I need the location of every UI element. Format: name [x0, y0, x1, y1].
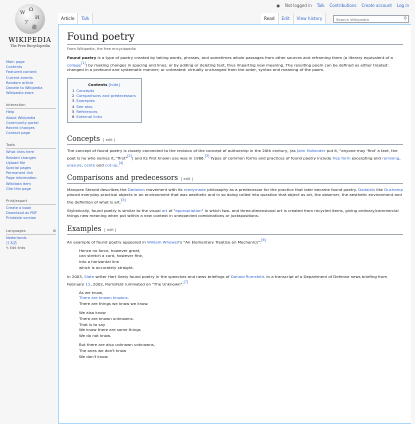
concepts-paragraph: [67, 148, 403, 167]
sidebar-heading-tools: Tools: [6, 143, 56, 149]
tab-edit[interactable]: Edit: [279, 13, 294, 24]
tab-view-history[interactable]: View history: [294, 13, 327, 24]
sidebar-item-cite-this-page[interactable]: Cite this page: [6, 186, 31, 191]
sidebar-item-related-changes[interactable]: Related changes: [6, 155, 36, 160]
cento-link[interactable]: cento: [84, 162, 96, 168]
sidebar-item-special-pages[interactable]: Special pages: [6, 166, 31, 171]
remixing-link[interactable]: remixing: [382, 155, 400, 161]
page-title: Found poetry: [67, 32, 403, 45]
comparisons-paragraph-2: [67, 208, 403, 219]
comparisons-text: " in which two- and three-dimensional art is created from recycled items, giving ordinary/commercial things new meaning when put within a new context in unexpected combinations or juxtapositions.: [67, 207, 399, 219]
section-heading-comparisons: [67, 174, 403, 184]
intro-term: Found poetry: [67, 55, 97, 60]
toc-num: 6: [72, 114, 75, 120]
talk-link[interactable]: Talk: [316, 3, 325, 8]
sidebar-heading-interaction: Interaction: [6, 103, 56, 109]
examples-heading-label: Examples: [67, 224, 102, 233]
readymade-link[interactable]: readymade: [183, 186, 206, 192]
toc-hide-toggle[interactable]: [hide]: [108, 82, 120, 88]
concepts-text: .: [117, 162, 119, 168]
sidebar: [6, 60, 56, 250]
tab-article[interactable]: Article: [58, 13, 78, 24]
comparisons-text: placed everyday practical objects in an environment that was aesthetic and in so doing called into question that object as art, the observer, the aesthetic environment and the definition of what is art.: [67, 192, 402, 205]
sidebar-item-featured-content[interactable]: Featured content: [6, 70, 37, 75]
cut-up-link[interactable]: cut-up: [104, 162, 118, 168]
puzzle-globe-icon: W Ω И ア 維: [15, 4, 45, 34]
comparisons-text: movement with its: [144, 186, 184, 192]
toc-num: 3: [72, 98, 75, 104]
william-whewell-link[interactable]: William Whewell: [147, 239, 180, 245]
poem-line: Hence no force, however great,: [79, 247, 141, 253]
concepts-heading-label: Concepts: [67, 135, 101, 144]
languages-label: Languages: [6, 228, 26, 233]
comparisons-text: Marquee Steroid describes the: [67, 186, 128, 192]
not-logged-in-text: Not logged in: [285, 3, 312, 8]
concepts-text: excerpting and: [350, 155, 383, 161]
sidebar-item-upload-file[interactable]: Upload file: [6, 160, 26, 165]
concepts-text: ,: [81, 162, 85, 168]
donald-rumsfeld-link[interactable]: Donald Rumsfeld: [230, 274, 264, 280]
comparisons-heading-label: Comparisons and predecessors: [67, 173, 178, 182]
poem-line: can stretch a cord, however fine,: [79, 253, 144, 259]
ref-2[interactable]: [2]: [127, 153, 132, 158]
edit-section-comparisons[interactable]: [ edit ]: [180, 176, 193, 181]
toc-label: Comparisons and predecessors: [76, 93, 136, 99]
intro-text-2: ) by making changes in spacing and lines, or by adding or deleting text, thus imparting new meaning. The resulting poem can be defined as either treated: changed in a profound and systematic manner; or untreated: virtually unchanged from the order, syntax and meaning of the poem.: [67, 61, 389, 73]
sidebar-heading-languages: [6, 229, 56, 235]
toc-title-label: Contents: [88, 82, 108, 88]
sidebar-item-recent-changes[interactable]: Recent changes: [6, 126, 35, 131]
examples-text: An example of found poetry appeared in: [67, 239, 148, 245]
sidebar-item-permanent-link[interactable]: Permanent link: [6, 171, 34, 176]
sidebar-item-what-links-here[interactable]: What links here: [6, 150, 35, 155]
ref-5[interactable]: [5]: [121, 197, 126, 202]
sidebar-item-contents[interactable]: Contents: [6, 65, 23, 70]
article-content: [58, 24, 411, 424]
examples-paragraph-1: [67, 238, 403, 245]
table-of-contents: [67, 78, 142, 123]
poem-line: We also know: [79, 310, 106, 316]
date-link[interactable]: 12: [85, 281, 91, 287]
view-tabs: [261, 13, 326, 24]
whewell-poem: [79, 248, 403, 270]
ref-1[interactable]: [1]: [80, 60, 86, 65]
comparisons-text: like: [375, 186, 385, 192]
examples-text: . In a transcript of a Department of Defense news briefing from February: [67, 274, 388, 287]
sidebar-item-community-portal[interactable]: Community portal: [6, 120, 39, 125]
sidebar-item-main-page[interactable]: Main page: [6, 60, 25, 64]
edit-section-examples[interactable]: [ edit ]: [104, 227, 117, 232]
ref-4[interactable]: [4]: [118, 160, 124, 165]
toc-label: References: [76, 108, 98, 114]
intro-text-1: is a type of poetry created by taking words, phrases, and sometimes whole passages from other sources and reframing them (a literary equivalent of a: [96, 55, 393, 60]
poem-line: We know there are some things: [79, 327, 141, 333]
examples-text: In 2003,: [67, 274, 85, 280]
free-form-link[interactable]: free form: [332, 155, 351, 161]
duchamp-link[interactable]: Duchamp: [384, 186, 403, 192]
dadaists-link[interactable]: Dadaists: [358, 186, 376, 192]
poem-line: which is accurately straight.: [79, 264, 134, 270]
toc-num: 4: [72, 103, 75, 109]
namespace-tabs: [58, 13, 93, 24]
search-placeholder: Search Wikipedia: [336, 17, 369, 22]
ref-6[interactable]: [6]: [261, 237, 266, 242]
user-icon: ●: [276, 3, 280, 8]
rumsfeld-poem: [79, 290, 403, 360]
sidebar-lang-nederlands[interactable]: Nederlands: [6, 235, 27, 240]
section-heading-concepts: [67, 135, 403, 145]
edit-links[interactable]: [6, 246, 56, 250]
poem-line: There are things we know we know.: [79, 300, 149, 306]
concepts-text: ,: [399, 155, 401, 161]
concepts-text: ) and its first known use was in 1966.: [131, 155, 205, 161]
sidebar-item-donate[interactable]: Donate to Wikipedia: [6, 86, 43, 91]
concepts-text: put it, "anyone may 'find' a text, the poet is he who names it, "first": [67, 148, 398, 161]
concepts-text: and: [95, 162, 105, 168]
poem-line: That is to say: [79, 321, 106, 327]
art-link[interactable]: art: [161, 207, 168, 213]
toc-item-external-links[interactable]: [72, 114, 136, 119]
sidebar-item-create-book[interactable]: Create a book: [6, 206, 32, 211]
contributions-link[interactable]: Contributions: [329, 3, 357, 8]
concepts-text: The concept of found poetry is closely connected to the revision of the concept of authorship in the 20th century, (as: [67, 148, 297, 154]
toc-title: [72, 82, 136, 87]
appropriation-link[interactable]: appropriation: [175, 207, 202, 213]
intro-paragraph: [67, 55, 403, 73]
create-account-link[interactable]: Create account: [361, 3, 392, 8]
poem-line: But there are also unknown unknowns,: [79, 342, 155, 348]
toc-label: External links: [76, 114, 103, 120]
toc-num: 1: [72, 88, 75, 94]
poem-line: The ones we don't know: [79, 348, 127, 354]
sidebar-item-about[interactable]: About Wikipedia: [6, 115, 36, 120]
search-input[interactable]: [333, 15, 409, 23]
toc-label: Concepts: [76, 88, 95, 94]
poem-line: We don't know.: [79, 353, 109, 359]
poem-line: As we know,: [79, 289, 104, 295]
poem-line-known-knowns[interactable]: There are known knowns.: [79, 295, 129, 301]
ref-7[interactable]: [7]: [183, 279, 189, 284]
examples-paragraph-2: [67, 274, 403, 286]
edit-links-label: Edit links: [9, 246, 26, 251]
gear-icon[interactable]: ⚙: [52, 228, 56, 233]
search-icon[interactable]: ⚲: [403, 16, 407, 22]
comparisons-text: philosophy as a predecessor for the practice that later became found poetry.: [205, 186, 359, 192]
examples-text: , 2002, Rumsfeld ruminated on "The Unknown":: [90, 281, 184, 287]
section-heading-examples: [67, 225, 403, 235]
slate-link[interactable]: Slate: [84, 274, 95, 280]
ref-3[interactable]: [3]: [204, 153, 210, 158]
logo-tagline: The Free Encyclopedia: [10, 44, 50, 48]
pencil-icon: ✎: [6, 246, 9, 251]
examples-text: 's "An Elementary Treatise on Mechanics":: [179, 239, 262, 245]
wikipedia-logo[interactable]: [4, 4, 56, 54]
sidebar-item-download-pdf[interactable]: Download as PDF: [6, 211, 38, 216]
toc-label: See also: [76, 103, 93, 109]
toc-num: 5: [72, 108, 75, 114]
logo-wordmark: WIKIPEDIA: [8, 36, 52, 44]
site-sub: From Wikipedia, the free encyclopedia: [67, 47, 136, 51]
sidebar-lang-japanese[interactable]: 日本語: [6, 240, 17, 245]
tab-talk[interactable]: Talk: [78, 13, 93, 24]
edit-section-concepts[interactable]: [ edit ]: [103, 138, 116, 143]
sidebar-item-printable-version[interactable]: Printable version: [6, 216, 37, 221]
log-in-link[interactable]: Log in: [396, 3, 409, 8]
sidebar-item-page-information[interactable]: Page information: [6, 176, 37, 181]
john-hollander-link[interactable]: John Hollander: [296, 148, 326, 154]
dadaism-link[interactable]: Dadaism: [127, 186, 145, 192]
collage-link[interactable]: collage: [67, 61, 81, 67]
sidebar-item-current-events[interactable]: Current events: [6, 75, 33, 80]
erasure-link[interactable]: erasure: [67, 162, 82, 168]
comparisons-text: Stylistically, found poetry is similar to the visual: [67, 207, 162, 213]
sidebar-item-random-article[interactable]: Random article: [6, 80, 34, 85]
sidebar-item-wikidata-item[interactable]: Wikidata item: [6, 181, 31, 186]
sidebar-heading-print: Print/export: [6, 199, 56, 205]
sidebar-item-store[interactable]: Wikipedia store: [6, 91, 34, 96]
personal-tools: [277, 3, 410, 8]
poem-line: into a horizontal line: [79, 259, 119, 265]
sidebar-item-help[interactable]: Help: [6, 110, 15, 115]
concepts-text: Types of common forms and practices of found poetry include: [209, 155, 333, 161]
toc-num: 2: [72, 93, 75, 99]
poem-line: There are known unknowns.: [79, 316, 134, 322]
comparisons-paragraph-1: [67, 187, 403, 205]
tab-read[interactable]: Read: [261, 13, 279, 24]
poem-line: We do not know.: [79, 332, 112, 338]
toc-label: Examples: [76, 98, 95, 104]
comparisons-text: of ": [167, 207, 176, 213]
sidebar-item-contact-page[interactable]: Contact page: [6, 131, 31, 136]
sidebar-main-nav: [6, 60, 56, 96]
examples-text: writer Hart Seely found poetry in the speeches and news briefings of: [94, 274, 231, 280]
